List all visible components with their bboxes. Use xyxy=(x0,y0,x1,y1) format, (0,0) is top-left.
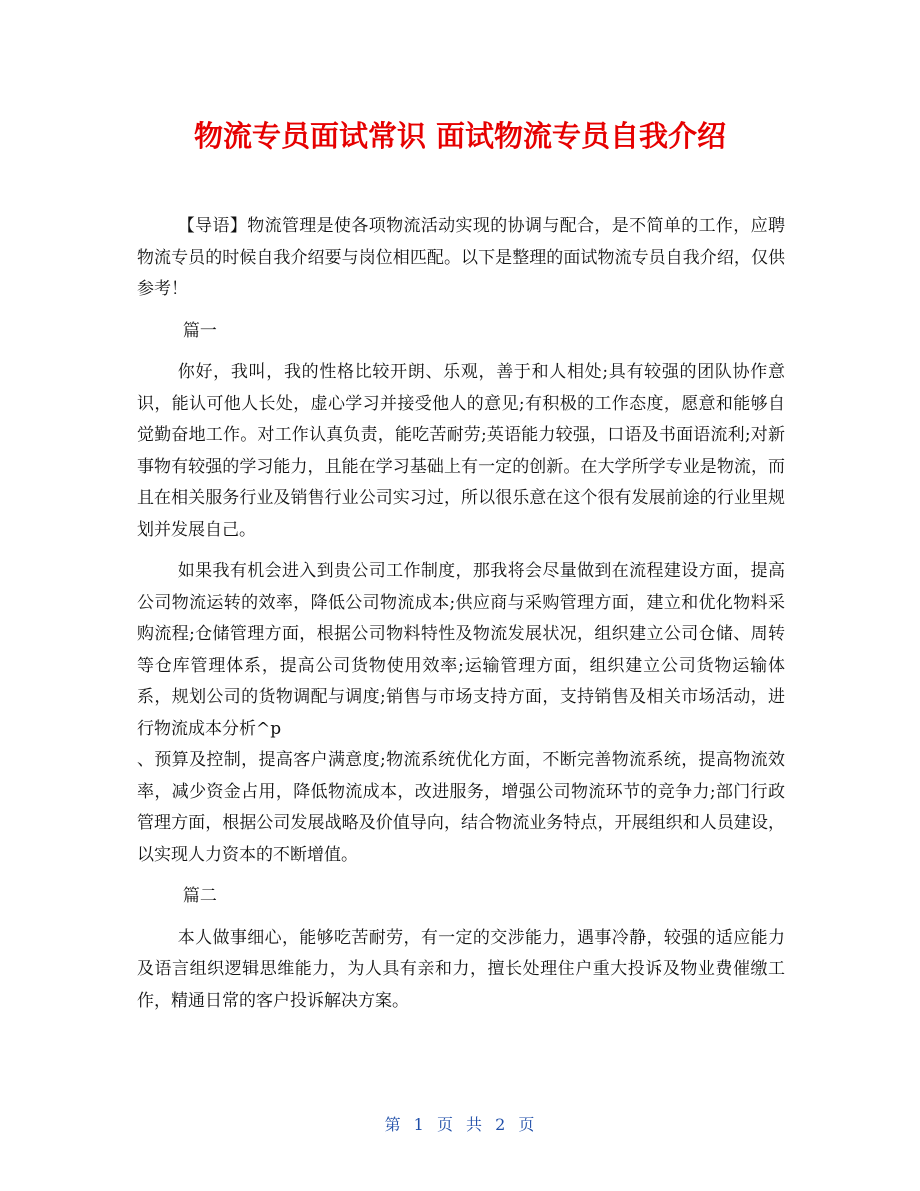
page-title: 物流专员面试常识 面试物流专员自我介绍 xyxy=(193,119,727,153)
section-heading-2: 篇二 xyxy=(182,886,217,906)
body-paragraph: 你好，我叫，我的性格比较开朗、乐观，善于和人相处;具有较强的团队协作意识，能认可他人长处，虚心学习并接受他人的意见;有积极的工作态度，愿意和能够自觉勤奋地工作。对工作认真负责，能吃苦耐劳;英语能力较强，口语及书面语流利;对新事物有较强的学习能力，且能在学习基础上有一定的创新。在大学所学专业是物流，而且在相关服务行业及销售行业公司实习过，所以很乐意在这个很有发展前途的行业里规划并发展自己。 xyxy=(137,362,785,540)
document-body xyxy=(137,211,785,1017)
body-paragraph-continued: 、预算及控制，提高客户满意度;物流系统优化方面，不断完善物流系统，提高物流效率，减少资金占用，降低物流成本，改进服务，增强公司物流环节的竞争力;部门行政管理方面，根据公司发展战略及价值导向，结合物流业务特点，开展组织和人员建设，以实现人力资本的不断增值。 xyxy=(137,750,785,865)
section-heading-1: 篇一 xyxy=(182,320,217,341)
intro-paragraph: 【导语】物流管理是使各项物流活动实现的协调与配合，是不简单的工作，应聘物流专员的时候自我介绍要与岗位相匹配。以下是整理的面试物流专员自我介绍，仅供参考！ xyxy=(137,216,785,299)
body-paragraph: 本人做事细心，能够吃苦耐劳，有一定的交涉能力，遇事冷静，较强的适应能力及语言组织逻辑思维能力，为人具有亲和力，擅长处理住户重大投诉及物业费催缴工作，精通日常的客户投诉解决方案。 xyxy=(137,927,785,1011)
page-number-footer: 第 1 页 共 2 页 xyxy=(384,1115,536,1134)
body-paragraph: 如果我有机会进入到贵公司工作制度，那我将会尽量做到在流程建设方面，提高公司物流运转的效率，降低公司物流成本;供应商与采购管理方面，建立和优化物料采购流程;仓储管理方面，根据公司物料特性及物流发展状况，组织建立公司仓储、周转等仓库管理体系，提高公司货物使用效率;运输管理方面，组织建立公司货物运输体系，规划公司的货物调配与调度;销售与市场支持方面，支持销售及相关市场活动，进行物流成本分析^p xyxy=(137,561,785,739)
